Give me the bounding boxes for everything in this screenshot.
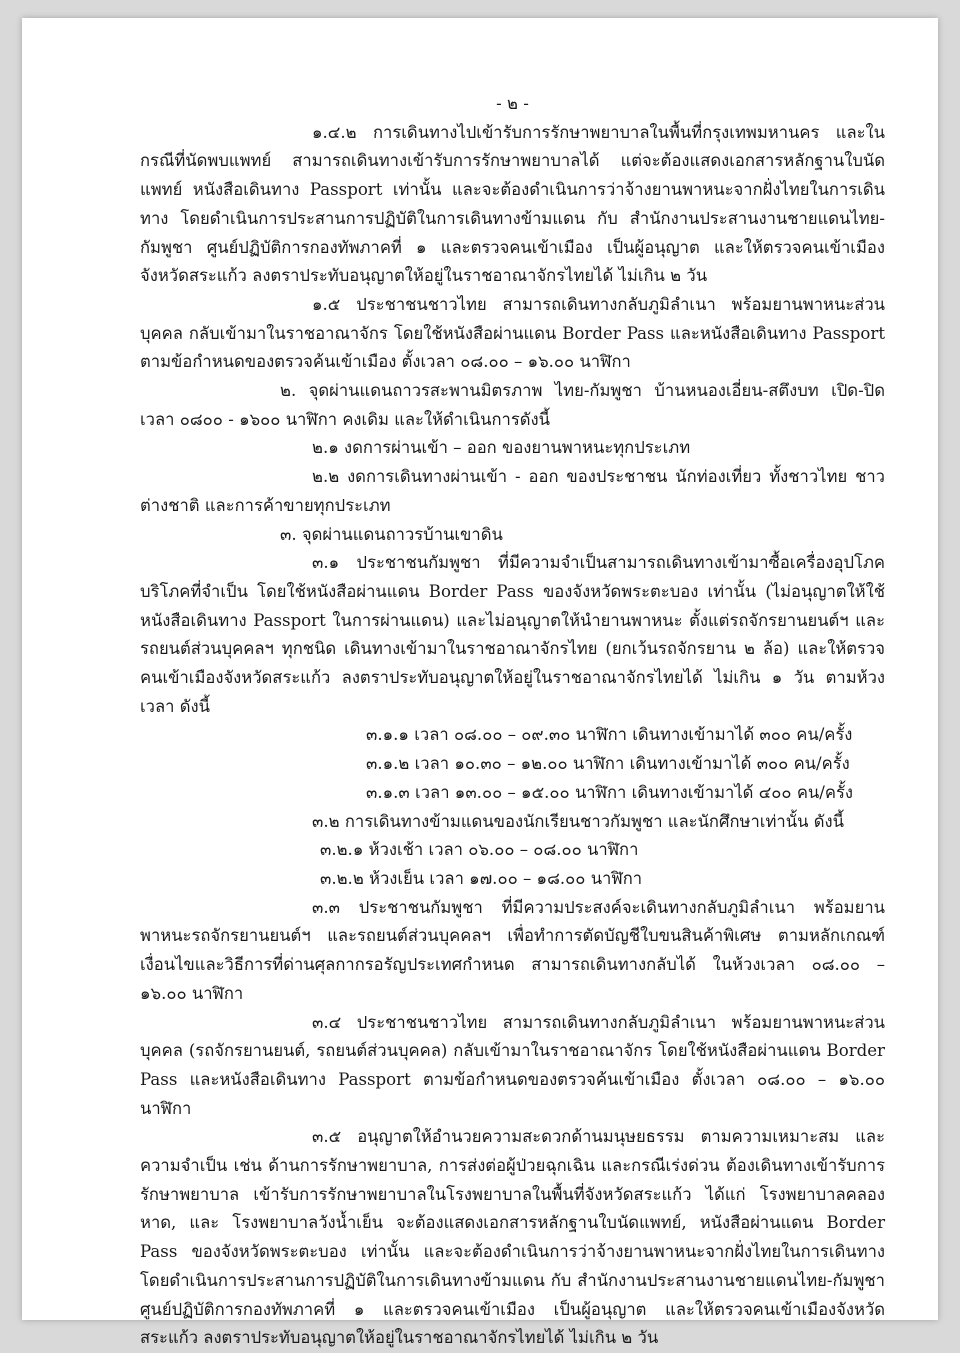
page-number: - ๒ - [496,94,529,113]
paragraph-3-1-3: ๓.๑.๓ เวลา ๑๓.๐๐ – ๑๕.๐๐ นาฬิกา เดินทางเข้ามาได้ ๔๐๐ คน/ครั้ง [366,782,853,802]
document-page [22,18,938,1348]
paragraph-3-3: ๓.๓ ประชาชนกัมพูชา ที่มีความประสงค์จะเดินทางกลับภูมิลำเนา พร้อมยานพาหนะรถจักรยานยนต์ฯ และรถยนต์ส่วนบุคคลฯ เพื่อทำการตัดบัญชีใบขนสินค้าพิเศษ ตามหลักเกณฑ์ เงื่อนไขและวิธีการที่ด่านศุลกากรอรัญประเทศกำหนด สามารถเดินทางกลับได้ ในห้วงเวลา ๐๘.๐๐ – ๑๖.๐๐ นาฬิกา [140,897,885,1003]
paragraph-3-4: ๓.๔ ประชาชนชาวไทย สามารถเดินทางกลับภูมิลำเนา พร้อมยานพาหนะส่วนบุคคล (รถจักรยานยนต์, รถยนต์ส่วนบุคคล) กลับเข้ามาในราชอาณาจักร โดยใช้หนังสือผ่านแดน Border Pass และหนังสือเดินทาง Passport ตามข้อกำหนดของตรวจค้นเข้าเมือง ตั้งเวลา ๐๘.๐๐ – ๑๖.๐๐ นาฬิกา [140,1012,885,1118]
paragraph-2-1: ๒.๑ งดการผ่านเข้า – ออก ของยานพาหนะทุกประเภท [312,438,691,458]
paragraph-3-2-2: ๓.๒.๒ ห้วงเย็น เวลา ๑๗.๐๐ – ๑๘.๐๐ นาฬิกา [320,868,643,888]
document-body [140,90,885,1353]
paragraph-2: ๒. จุดผ่านแดนถาวรสะพานมิตรภาพ ไทย-กัมพูชา บ้านหนองเอี่ยน-สตึงบท เปิด-ปิดเวลา ๐๘๐๐ - ๑๖๐๐ นาฬิกา คงเดิม และให้ดำเนินการดังนี้ [140,381,885,429]
paragraph-3-2: ๓.๒ การเดินทางข้ามแดนของนักเรียนชาวกัมพูชา และนักศึกษาเท่านั้น ดังนี้ [312,811,844,831]
paragraph-1-5: ๑.๕ ประชาชนชาวไทย สามารถเดินทางกลับภูมิลำเนา พร้อมยานพาหนะส่วนบุคคล กลับเข้ามาในราชอาณาจักร โดยใช้หนังสือผ่านแดน Border Pass และหนังสือเดินทาง Passport ตามข้อกำหนดของตรวจค้นเข้าเมือง ตั้งเวลา ๐๘.๐๐ – ๑๖.๐๐ นาฬิกา [140,294,885,372]
paragraph-1-4-2: ๑.๔.๒ การเดินทางไปเข้ารับการรักษาพยาบาลในพื้นที่กรุงเทพมหานคร และในกรณีที่นัดพบแพทย์ สามารถเดินทางเข้ารับการรักษาพยาบาลได้ แต่จะต้องแสดงเอกสารหลักฐานใบนัดแพทย์ หนังสือเดินทาง Passport เท่านั้น และจะต้องดำเนินการว่าจ้างยานพาหนะจากฝั่งไทยในการเดินทาง โดยดำเนินการประสานการปฏิบัติในการเดินทางข้ามแดน กับ สำนักงานประสานงานชายแดนไทย-กัมพูชา ศูนย์ปฏิบัติการกองทัพภาคที่ ๑ และตรวจคนเข้าเมือง เป็นผู้อนุญาต และให้ตรวจคนเข้าเมืองจังหวัดสระแก้ว ลงตราประทับอนุญาตให้อยู่ในราชอาณาจักรไทยได้ ไม่เกิน ๒ วัน [140,122,885,286]
paragraph-3-2-1: ๓.๒.๑ ห้วงเช้า เวลา ๐๖.๐๐ – ๐๘.๐๐ นาฬิกา [320,840,639,860]
paragraph-3-1: ๓.๑ ประชาชนกัมพูชา ที่มีความจำเป็นสามารถเดินทางเข้ามาซื้อเครื่องอุปโภคบริโภคที่จำเป็น โดยใช้หนังสือผ่านแดน Border Pass ของจังหวัดพระตะบอง เท่านั้น (ไม่อนุญาตให้ใช้หนังสือเดินทาง Passport ในการผ่านแดน) และไม่อนุญาตให้นำยานพาหนะ ตั้งแต่รถจักรยานยนต์ฯ และรถยนต์ส่วนบุคคลฯ ทุกชนิด เดินทางเข้ามาในราชอาณาจักรไทย (ยกเว้นรถจักรยาน ๒ ล้อ) และให้ตรวจคนเข้าเมืองจังหวัดสระแก้ว ลงตราประทับอนุญาตให้อยู่ในราชอาณาจักรไทยได้ ไม่เกิน ๑ วัน ตามห้วงเวลา ดังนี้ [140,553,885,716]
paragraph-2-2: ๒.๒ งดการเดินทางผ่านเข้า - ออก ของประชาชน นักท่องเที่ยว ทั้งชาวไทย ชาวต่างชาติ และการค้าขายทุกประเภท [140,467,885,515]
paragraph-3-1-1: ๓.๑.๑ เวลา ๐๘.๐๐ – ๐๙.๓๐ นาฬิกา เดินทางเข้ามาได้ ๓๐๐ คน/ครั้ง [366,725,853,745]
paragraph-3: ๓. จุดผ่านแดนถาวรบ้านเขาดิน [280,524,503,544]
paragraph-3-1-2: ๓.๑.๒ เวลา ๑๐.๓๐ – ๑๒.๐๐ นาฬิกา เดินทางเข้ามาได้ ๓๐๐ คน/ครั้ง [366,754,850,774]
paragraph-3-5: ๓.๕ อนุญาตให้อำนวยความสะดวกด้านมนุษยธรรม ตามความเหมาะสม และความจำเป็น เช่น ด้านการรักษาพยาบาล, การส่งต่อผู้ป่วยฉุกเฉิน และกรณีเร่งด่วน ต้องเดินทางเข้ารับการรักษาพยาบาล เข้ารับการรักษาพยาบาลในโรงพยาบาลในพื้นที่จังหวัดสระแก้ว ได้แก่ โรงพยาบาลคลองหาด, และ โรงพยาบาลวังน้ำเย็น จะต้องแสดงเอกสารหลักฐานใบนัดแพทย์, หนังสือผ่านแดน Border Pass ของจังหวัดพระตะบอง เท่านั้น และจะต้องดำเนินการว่าจ้างยานพาหนะจากฝั่งไทยในการเดินทาง โดยดำเนินการประสานการปฏิบัติในการเดินทางข้ามแดน กับ สำนักงานประสานงานชายแดนไทย-กัมพูชา ศูนย์ปฏิบัติการกองทัพภาคที่ ๑ และตรวจคนเข้าเมือง เป็นผู้อนุญาต และให้ตรวจคนเข้าเมืองจังหวัดสระแก้ว ลงตราประทับอนุญาตให้อยู่ในราชอาณาจักรไทยได้ ไม่เกิน ๒ วัน [140,1127,885,1348]
